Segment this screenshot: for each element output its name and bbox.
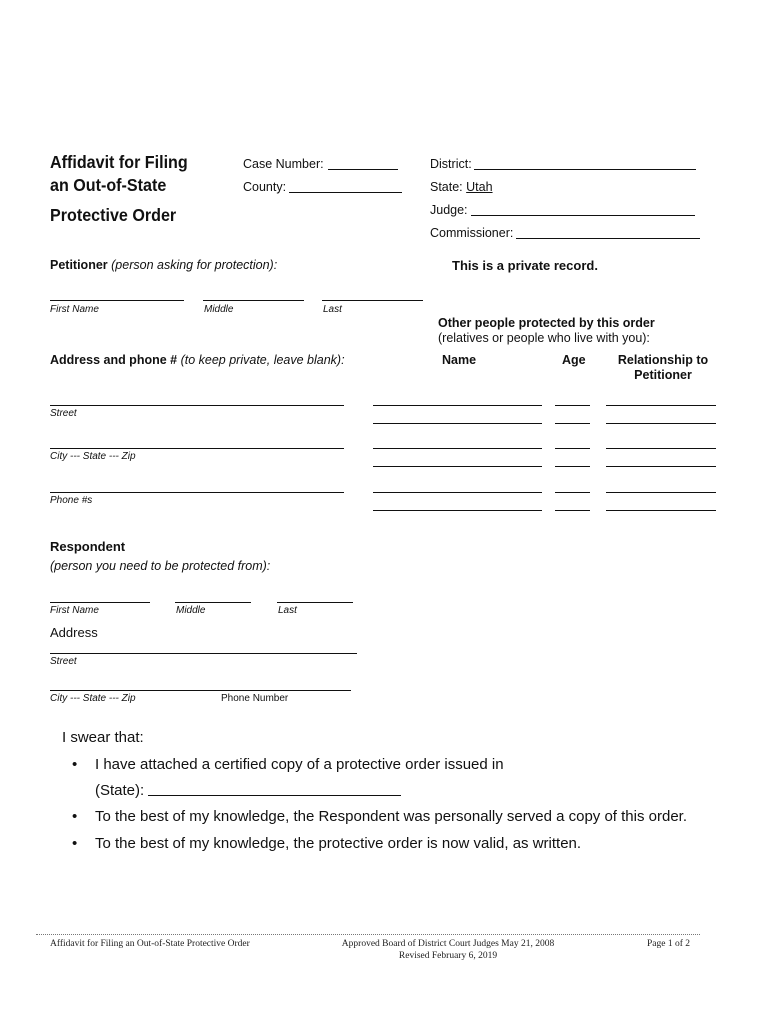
respondent-last-label: Last [278,605,297,616]
other-person-age-field[interactable] [555,423,590,424]
petitioner-city-state-zip-field[interactable] [50,448,344,449]
respondent-last-field[interactable] [277,602,353,603]
respondent-middle-field[interactable] [175,602,251,603]
other-person-relationship-field[interactable] [606,466,716,467]
other-people-heading: Other people protected by this order [438,316,655,330]
petitioner-first-name-field[interactable] [50,300,184,301]
respondent-city-phone-field[interactable] [50,690,351,691]
bullet-3-marker: • [72,835,78,852]
petitioner-city-state-zip-label: City --- State --- Zip [50,451,136,462]
column-relationship-header-line2: Petitioner [634,368,692,382]
petitioner-first-name-label: First Name [50,304,99,315]
other-person-name-field[interactable] [373,492,542,493]
private-record-notice: This is a private record. [452,258,598,273]
other-person-name-field[interactable] [373,405,542,406]
footer-approval: Approved Board of District Court Judges May 21, 2008 [341,939,555,949]
petitioner-address-heading: Address and phone # (to keep private, leave blank): [50,353,345,367]
footer-divider [36,934,700,935]
other-person-relationship-field[interactable] [606,405,716,406]
other-person-name-field[interactable] [373,448,542,449]
other-person-age-field[interactable] [555,466,590,467]
form-title-line2: an Out-of-State [50,175,167,195]
other-person-age-field[interactable] [555,492,590,493]
other-person-name-field[interactable] [373,510,542,511]
petitioner-street-label: Street [50,408,77,419]
respondent-phone-number-label: Phone Number [221,693,289,704]
column-relationship-header-line1: Relationship to [617,353,709,367]
respondent-street-field[interactable] [50,653,357,654]
petitioner-phone-label: Phone #s [50,495,93,506]
petitioner-heading: Petitioner (person asking for protection): [50,258,278,272]
district-label: District: [430,157,472,171]
bullet-2-marker: • [72,808,78,825]
commissioner-label: Commissioner: [430,226,514,240]
other-person-name-field[interactable] [373,466,542,467]
case-number-field[interactable] [328,169,398,170]
district-field[interactable] [474,169,696,170]
state-value: Utah [466,180,493,194]
case-number-label: Case Number: [243,157,324,171]
respondent-street-label: Street [50,656,77,667]
petitioner-last-label: Last [323,304,342,315]
petitioner-middle-field[interactable] [203,300,304,301]
petitioner-last-field[interactable] [322,300,423,301]
other-person-relationship-field[interactable] [606,510,716,511]
issuing-state-field[interactable] [148,795,401,796]
other-person-age-field[interactable] [555,405,590,406]
judge-field[interactable] [471,215,695,216]
bullet-2-text: To the best of my knowledge, the Respondent was personally served a copy of this order. [95,808,688,825]
state-label: State: Utah [430,180,493,194]
petitioner-phone-field[interactable] [50,492,344,493]
bullet-1-text-line2: (State): [95,782,145,799]
column-name-header: Name [442,353,477,367]
swear-intro: I swear that: [62,729,144,746]
footer-form-title: Affidavit for Filing an Out-of-State Protective Order [50,939,250,949]
other-person-relationship-field[interactable] [606,423,716,424]
other-person-age-field[interactable] [555,448,590,449]
petitioner-middle-label: Middle [204,304,234,315]
other-person-relationship-field[interactable] [606,492,716,493]
judge-label: Judge: [430,203,468,217]
bullet-1-marker: • [72,756,78,773]
bullet-1-text-line1: I have attached a certified copy of a protective order issued in [95,756,504,773]
respondent-middle-label: Middle [176,605,206,616]
petitioner-street-field[interactable] [50,405,344,406]
form-title-line3: Protective Order [50,205,177,225]
respondent-address-heading: Address [50,625,98,640]
other-person-name-field[interactable] [373,423,542,424]
county-field[interactable] [289,192,402,193]
respondent-first-name-field[interactable] [50,602,150,603]
commissioner-field[interactable] [516,238,700,239]
form-title-line1: Affidavit for Filing [50,152,188,172]
other-people-subheading: (relatives or people who live with you): [438,331,650,345]
footer-page-number: Page 1 of 2 [647,939,691,949]
bullet-3-text: To the best of my knowledge, the protective order is now valid, as written. [95,835,582,852]
respondent-city-state-zip-label: City --- State --- Zip [50,693,136,704]
column-age-header: Age [562,353,586,367]
other-person-relationship-field[interactable] [606,448,716,449]
footer-revised: Revised February 6, 2019 [398,951,498,961]
other-person-age-field[interactable] [555,510,590,511]
respondent-note: (person you need to be protected from): [50,559,271,573]
county-label: County: [243,180,287,194]
respondent-heading: Respondent [50,539,126,554]
respondent-first-name-label: First Name [50,605,99,616]
